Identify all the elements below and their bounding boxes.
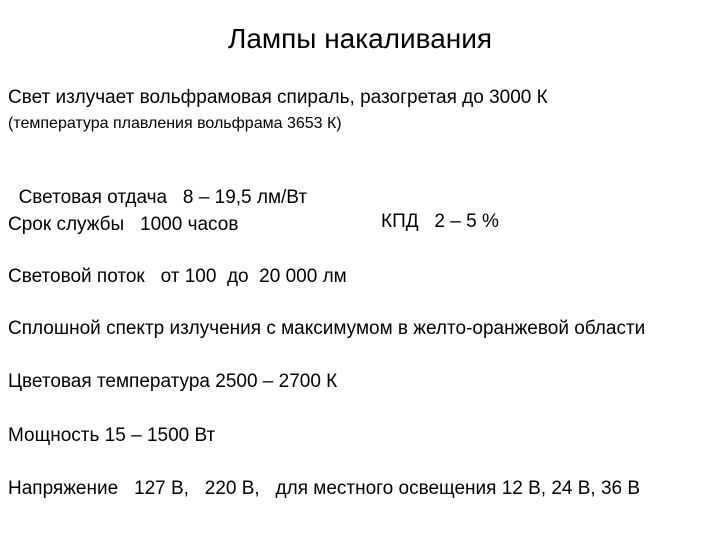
power-line: Мощность 15 – 1500 Вт	[8, 425, 216, 446]
page-title: Лампы накаливания	[227, 23, 493, 54]
light-source-line: Свет излучает вольфрамовая спираль, разогретая до 3000 К	[8, 87, 548, 108]
efficiency-line: КПД 2 – 5 %	[381, 211, 499, 232]
spectrum-line: Сплошной спектр излучения с максимумом в желто-оранжевой области	[8, 318, 646, 339]
luminous-flux-line: Световой поток от 100 до 20 000 лм	[8, 266, 347, 287]
color-temperature-line: Цветовая температура 2500 – 2700 К	[8, 371, 338, 392]
luminous-efficacy-line: Световая отдача 8 – 19,5 лм/Вт	[18, 187, 308, 208]
lifetime-line: Срок службы 1000 часов	[8, 214, 239, 235]
voltage-line: Напряжение 127 В, 220 В, для местного освещения 12 В, 24 В, 36 В	[8, 478, 641, 499]
melting-point-note: (температура плавления вольфрама 3653 К)	[8, 115, 342, 132]
